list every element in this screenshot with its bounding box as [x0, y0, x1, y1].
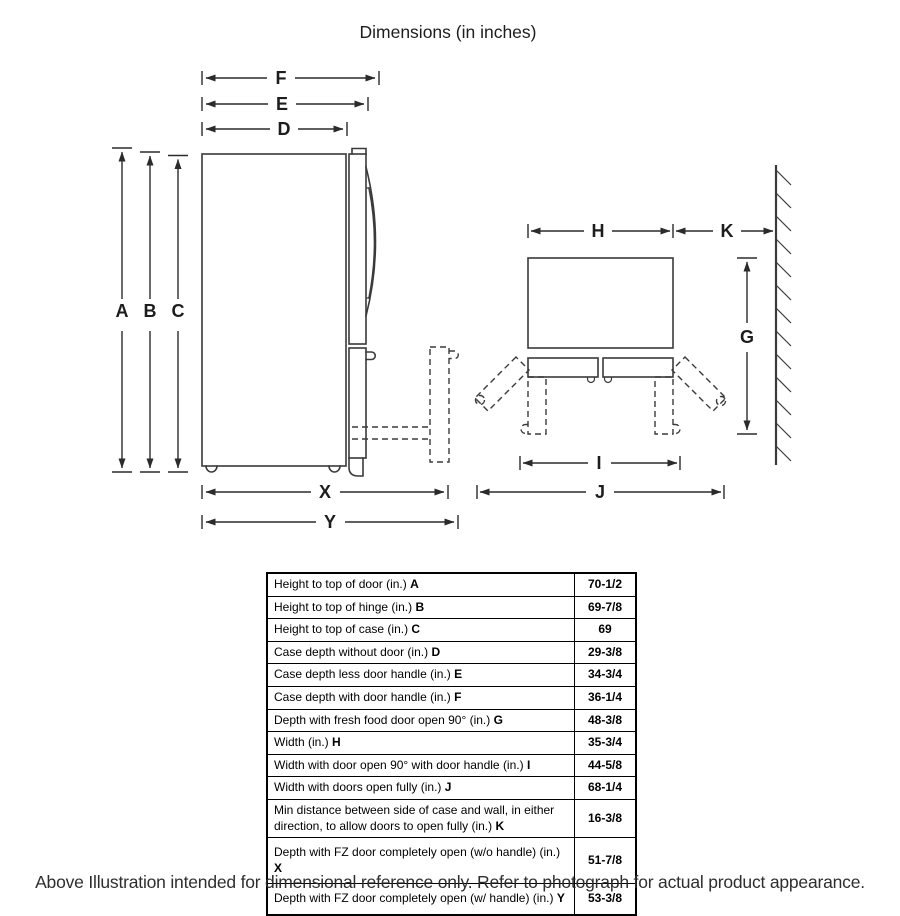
dim-label-cell [267, 664, 575, 687]
dim-label-cell [267, 799, 575, 837]
case-top-outline [528, 258, 673, 348]
dim-label: Case depth with door handle (in.) [274, 689, 451, 704]
dim-label-cell [267, 777, 575, 800]
dim-E-label: E [275, 94, 289, 114]
dim-label: Width with door open 90° with door handle (in.) [274, 757, 524, 772]
rear-foot [329, 466, 340, 472]
dim-label: Height to top of hinge (in.) [274, 599, 413, 614]
dim-label-cell [267, 641, 575, 664]
dim-letter: F [454, 689, 462, 704]
dim-I-label: I [596, 453, 602, 473]
fresh-food-door [349, 154, 366, 344]
table-row [267, 641, 636, 664]
dim-value-cell: 35-3/4 [575, 732, 637, 755]
dim-X [202, 482, 448, 502]
dim-label-cell [267, 573, 575, 596]
freezer-door [349, 348, 366, 458]
dim-label: Depth with FZ door completely open (w/ handle) (in.) [274, 891, 554, 906]
freezer-open-dashed [352, 347, 458, 462]
dim-label: Depth with FZ door completely open (w/o handle) (in.) [274, 845, 561, 860]
dim-G-label: G [739, 327, 755, 347]
dim-F [202, 68, 379, 88]
dim-label-cell [267, 709, 575, 732]
top-view [475, 165, 791, 502]
left-door-handle [588, 377, 595, 383]
dim-label: Width with doors open fully (in.) [274, 780, 442, 795]
right-door-open-full [672, 357, 726, 411]
footer-disclaimer: Above Illustration intended for dimensional reference only. Refer to photograph for actual product appearance. [35, 872, 865, 892]
dim-D [202, 119, 347, 139]
dim-label-cell [267, 732, 575, 755]
table-row [267, 596, 636, 619]
table-row [267, 777, 636, 800]
dim-J [477, 482, 724, 502]
table-row [267, 732, 636, 755]
dim-value-cell: 44-5/8 [575, 754, 637, 777]
dim-label: Depth with fresh food door open 90° (in.) [274, 712, 491, 727]
door-bottom-trim [349, 458, 363, 476]
dim-G [737, 258, 757, 434]
freezer-handle-open-dashed [449, 351, 458, 359]
dim-label-cell [267, 686, 575, 709]
dim-C [168, 156, 188, 473]
dim-letter: Y [556, 891, 565, 906]
wall-hatching [776, 170, 791, 461]
dim-B [140, 152, 160, 472]
left-handle-open-90 [521, 425, 528, 434]
fridge-case-side [202, 154, 346, 472]
dim-K-label: K [720, 221, 734, 241]
dim-label-cell [267, 754, 575, 777]
dim-letter: E [454, 667, 463, 682]
dim-letter: C [411, 622, 421, 637]
freezer-drawer-open-dashed [430, 347, 449, 462]
dim-label: Height to top of door (in.) [274, 577, 407, 591]
left-door-closed [528, 358, 598, 377]
case-outline [202, 154, 346, 466]
dim-value-cell: 29-3/8 [575, 641, 637, 664]
dim-X-label: X [318, 482, 332, 502]
dim-value-cell: 48-3/8 [575, 709, 637, 732]
doors-open-full-dashed [475, 357, 726, 411]
dim-label: Case depth without door (in.) [274, 644, 429, 659]
dim-I [520, 453, 680, 473]
table-row [267, 754, 636, 777]
dimensions-table [266, 572, 637, 916]
wall [776, 165, 791, 465]
table-row [267, 799, 636, 837]
dim-letter: J [444, 780, 452, 795]
doors-open-90-dashed [521, 377, 680, 434]
top-hinge [352, 149, 366, 155]
dim-letter: A [410, 577, 419, 591]
dim-C-label: C [171, 301, 185, 321]
dim-A [112, 148, 132, 472]
dim-letter: D [431, 644, 441, 659]
dim-value-cell: 69 [575, 619, 637, 642]
table-row [267, 709, 636, 732]
dim-label: Case depth less door handle (in.) [274, 667, 451, 682]
dim-E [202, 94, 368, 114]
dim-value-cell: 34-3/4 [575, 664, 637, 687]
dim-Y-label: Y [323, 512, 337, 532]
dim-value-cell: 69-7/8 [575, 596, 637, 619]
right-handle-open-full [717, 397, 726, 406]
dim-letter: K [495, 818, 505, 833]
dim-value-cell: 51-7/8 [575, 838, 637, 884]
page-title: Dimensions (in inches) [359, 22, 537, 42]
dim-J-label: J [594, 482, 606, 502]
dim-label-cell [267, 596, 575, 619]
dim-A-label: A [115, 301, 129, 321]
table-row [267, 619, 636, 642]
dim-value-cell: 16-3/8 [575, 799, 637, 837]
dim-label: Height to top of case (in.) [274, 622, 409, 637]
freezer-handle [366, 352, 375, 360]
dim-H [528, 221, 673, 241]
dim-K [676, 221, 773, 241]
dim-H-label: H [591, 221, 605, 241]
left-door-open-90 [528, 377, 546, 434]
dim-letter: I [526, 757, 531, 772]
doors-closed-top [528, 358, 673, 383]
table-row [267, 664, 636, 687]
dim-label: Width (in.) [274, 735, 329, 750]
dim-Y [202, 512, 458, 532]
dim-B-label: B [143, 301, 157, 321]
drawer-slides-dashed [352, 427, 430, 439]
dim-letter: H [332, 735, 341, 750]
dim-letter: G [493, 712, 503, 727]
table-row [267, 573, 636, 596]
dim-value-cell: 36-1/4 [575, 686, 637, 709]
dim-label-cell [267, 619, 575, 642]
right-handle-open-90 [673, 425, 680, 434]
dim-label: Min distance between side of case and wall, in either direction, to allow doors to open fully (in.) [274, 802, 555, 833]
front-foot [206, 466, 217, 472]
dim-value-cell: 68-1/4 [575, 777, 637, 800]
dim-letter: X [274, 860, 283, 875]
dim-F-label: F [275, 68, 287, 88]
dim-value-cell: 53-3/8 [575, 884, 637, 915]
right-door-closed [603, 358, 673, 377]
right-door-open-90 [655, 377, 673, 434]
side-view [112, 68, 458, 532]
table-row [267, 686, 636, 709]
dim-D-label: D [277, 119, 291, 139]
dim-letter: B [415, 599, 425, 614]
right-door-handle [605, 377, 612, 383]
dim-value-cell: 70-1/2 [575, 573, 637, 596]
